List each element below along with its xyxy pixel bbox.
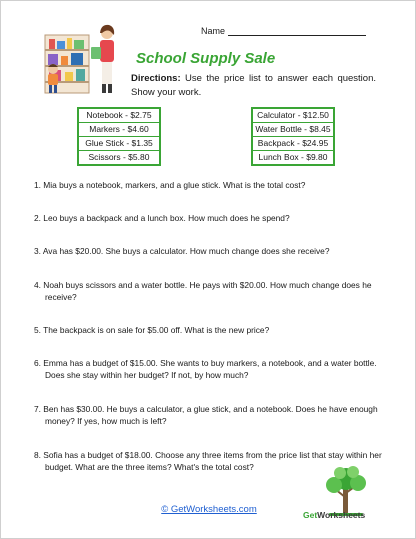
price-item: Water Bottle - $8.45 bbox=[253, 123, 333, 137]
directions-text: Use the price list to answer each question. Show your work. bbox=[131, 73, 376, 98]
price-item: Notebook - $2.75 bbox=[79, 109, 159, 123]
footer-link[interactable]: © GetWorksheets.com bbox=[161, 504, 257, 515]
question-item: 1. Mia buys a notebook, markers, and a glue stick. What is the total cost? bbox=[34, 180, 306, 190]
question-item: 3. Ava has $20.00. She buys a calculator. How much change does she receive? bbox=[34, 246, 330, 256]
question-item: 7. Ben has $30.00. He buys a calculator, a glue stick, and a notebook. Does he have enough money? If yes, how much is left? bbox=[34, 404, 378, 426]
worksheet-title: School Supply Sale bbox=[136, 50, 276, 67]
question-item: 8. Sofia has a budget of $18.00. Choose any three items from the price list that stay within her budget. What are the three items? What's the total cost? bbox=[34, 450, 382, 472]
price-item: Calculator - $12.50 bbox=[253, 109, 333, 123]
name-line[interactable] bbox=[228, 35, 366, 36]
logo-wordmark: GetWorksheets bbox=[303, 510, 366, 520]
question-item: 6. Emma has a budget of $15.00. She wants to buy markers, a notebook, and a water bottle. Does she stay within her budget? If not, by how much? bbox=[34, 358, 377, 380]
price-item: Backpack - $24.95 bbox=[253, 137, 333, 151]
price-list-right bbox=[251, 107, 335, 166]
directions bbox=[131, 72, 376, 100]
price-item: Glue Stick - $1.35 bbox=[79, 137, 159, 151]
name-field-row bbox=[201, 26, 381, 40]
price-list-left bbox=[77, 107, 161, 166]
name-label: Name bbox=[201, 26, 226, 36]
directions-label: Directions: bbox=[131, 73, 181, 84]
price-item: Lunch Box - $9.80 bbox=[258, 152, 328, 162]
school-supply-store-illustration bbox=[39, 21, 127, 97]
price-item: Markers - $4.60 bbox=[79, 123, 159, 137]
question-item: 5. The backpack is on sale for $5.00 off. What is the new price? bbox=[34, 325, 270, 335]
question-item: 2. Leo buys a backpack and a lunch box. How much does he spend? bbox=[34, 213, 290, 223]
question-item: 4. Noah buys scissors and a water bottle. He pays with $20.00. How much change does he receive? bbox=[34, 280, 372, 302]
price-item: Scissors - $5.80 bbox=[88, 152, 150, 162]
